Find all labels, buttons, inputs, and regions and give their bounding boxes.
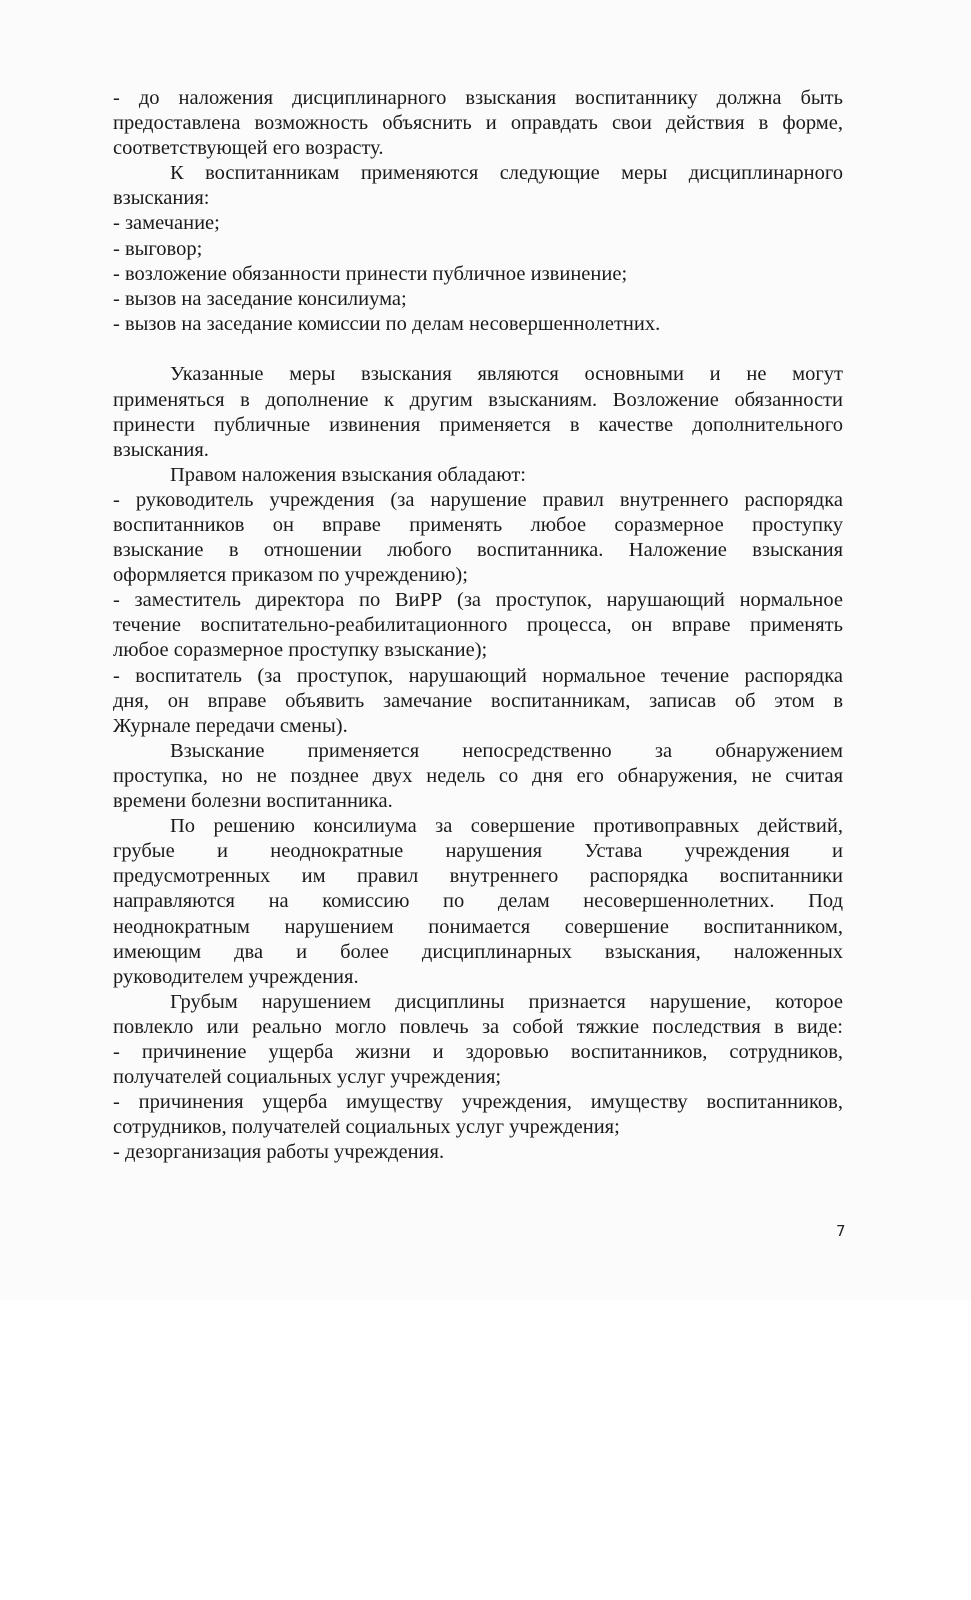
text-line: взыскание в отношении любого воспитанника. Наложение взыскания (113, 539, 843, 562)
text-line: Журнале передачи смены). (113, 714, 348, 737)
list-item: - вызов на заседание консилиума; (113, 287, 407, 310)
text-line: - дезорганизация работы учреждения. (113, 1141, 445, 1164)
list-item: - вызов на заседание комиссии по делам несовершеннолетних. (113, 312, 661, 335)
text-line: соответствующей его возрасту. (113, 137, 384, 160)
text-line: грубые и неоднократные нарушения Устава учреждения и (113, 840, 843, 863)
text-line: воспитанников он вправе применять любое соразмерное проступку (113, 514, 843, 536)
text-line: времени болезни воспитанника. (113, 790, 393, 813)
text-line: Правом наложения взыскания обладают: (170, 463, 526, 486)
page-number: 7 (836, 1222, 846, 1240)
text-line: По решению консилиума за совершение противоправных действий, (170, 815, 843, 838)
text-line: имеющим два и более дисциплинарных взыскания, наложенных (113, 940, 843, 963)
text-line: оформляется приказом по учреждению); (113, 564, 468, 587)
document-body (113, 86, 843, 1165)
text-line: неоднократным нарушением понимается совершение воспитанником, (113, 915, 843, 938)
text-line: - причинения ущерба имуществу учреждения, имуществу воспитанников, (113, 1091, 843, 1114)
text-line: направляются на комиссию по делам несовершеннолетних. Под (113, 890, 843, 913)
text-line: повлекло или реально могло повлечь за собой тяжкие последствия в виде: (113, 1015, 843, 1038)
text-line: предоставлена возможность объяснить и оправдать свои действия в форме, (113, 112, 843, 135)
text-line: - заместитель директора по ВиРР (за проступок, нарушающий нормальное (113, 589, 843, 612)
text-line: - руководитель учреждения (за нарушение правил внутреннего распорядка (113, 488, 843, 511)
text-line: взыскания. (113, 438, 209, 461)
text-line: - воспитатель (за проступок, нарушающий нормальное течение распорядка (113, 664, 843, 687)
text-line: проступка, но не позднее двух недель со дня его обнаружения, не считая (113, 764, 843, 787)
list-item: - выговор; (113, 237, 203, 260)
text-line: К воспитанникам применяются следующие меры дисциплинарного (170, 162, 843, 185)
blank-line (113, 337, 843, 363)
text-line: дня, он вправе объявить замечание воспитанникам, записав об этом в (113, 689, 843, 712)
text-line: любое соразмерное проступку взыскание); (113, 639, 488, 662)
text-line: применяться в дополнение к другим взысканиям. Возложение обязанности (113, 388, 843, 411)
text-line: - причинение ущерба жизни и здоровью воспитанников, сотрудников, (113, 1040, 843, 1063)
text-line: получателей социальных услуг учреждения; (113, 1066, 502, 1089)
text-line: - до наложения дисциплинарного взыскания воспитаннику должна быть (113, 87, 843, 109)
text-line: взыскания: (113, 187, 210, 210)
text-line: течение воспитательно-реабилитационного процесса, он вправе применять (113, 614, 843, 637)
text-line: руководителем учреждения. (113, 965, 359, 988)
text-line: принести публичные извинения применяется в качестве дополнительного (113, 413, 843, 436)
text-line: предусмотренных им правил внутреннего распорядка воспитанники (113, 865, 843, 888)
list-item: - замечание; (113, 212, 220, 235)
text-line: Грубым нарушением дисциплины признается нарушение, которое (170, 990, 843, 1013)
text-line: Взыскание применяется непосредственно за обнаружением (170, 739, 843, 762)
list-item: - возложение обязанности принести публичное извинение; (113, 262, 628, 285)
text-line: сотрудников, получателей социальных услуг учреждения; (113, 1116, 620, 1139)
text-line: Указанные меры взыскания являются основными и не могут (170, 363, 843, 386)
